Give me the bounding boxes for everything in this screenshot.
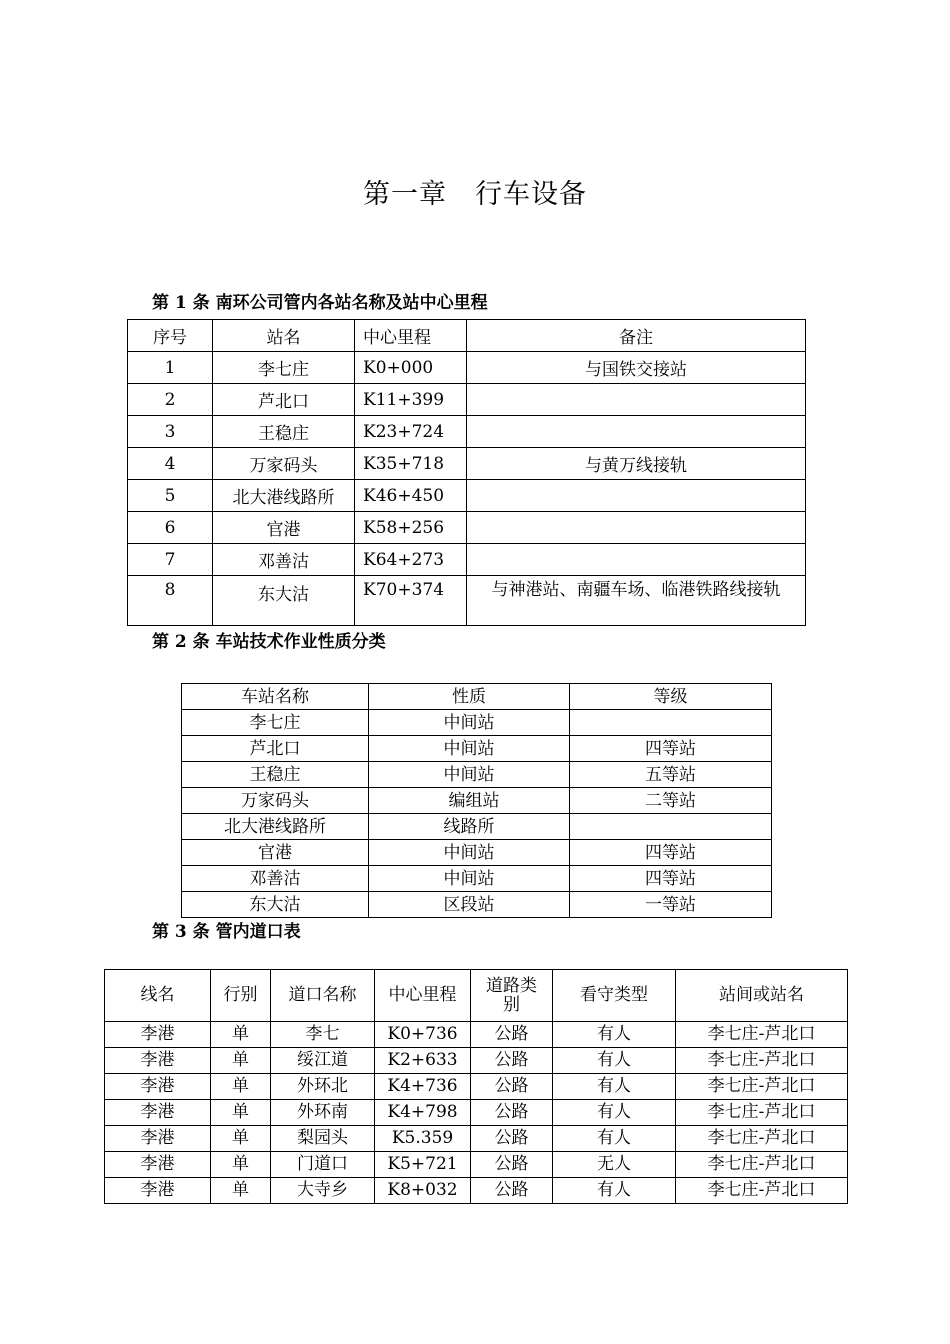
station-classification-table <box>181 683 772 918</box>
cell-grade: 二等站 <box>570 788 772 814</box>
cell-seq: 3 <box>128 416 213 448</box>
cell-crossing: 外环南 <box>271 1100 375 1126</box>
cell-nature: 编组站 <box>369 788 570 814</box>
table-row <box>182 840 772 866</box>
cell-nature: 线路所 <box>369 814 570 840</box>
cell-guard: 无人 <box>553 1152 676 1178</box>
chapter-title: 第一章 行车设备 <box>363 179 587 210</box>
cell-line: 李港 <box>105 1100 211 1126</box>
table-row <box>182 866 772 892</box>
table-row <box>182 814 772 840</box>
cell-road-type: 公路 <box>471 1100 553 1126</box>
cell-section: 李七庄-芦北口 <box>676 1178 848 1204</box>
cell-crossing: 梨园头 <box>271 1126 375 1152</box>
cell-station: 北大港线路所 <box>213 480 355 512</box>
table-row <box>105 1152 848 1178</box>
header-cell: 线名 <box>105 970 211 1022</box>
cell-nature: 区段站 <box>369 892 570 918</box>
cell-crossing: 李七 <box>271 1022 375 1048</box>
cell-line: 李港 <box>105 1048 211 1074</box>
cell-direction: 单 <box>211 1048 271 1074</box>
cell-section: 李七庄-芦北口 <box>676 1152 848 1178</box>
cell-mileage: K2+633 <box>375 1048 471 1074</box>
cell-mileage: K0+000 <box>355 352 467 384</box>
cell-guard: 有人 <box>553 1074 676 1100</box>
cell-line: 李港 <box>105 1074 211 1100</box>
cell-station: 东大沽 <box>213 576 355 626</box>
table-row <box>128 416 806 448</box>
cell-section: 李七庄-芦北口 <box>676 1074 848 1100</box>
cell-line: 李港 <box>105 1126 211 1152</box>
table-row <box>128 384 806 416</box>
header-cell: 备注 <box>467 320 806 352</box>
cell-line: 李港 <box>105 1178 211 1204</box>
cell-section: 李七庄-芦北口 <box>676 1048 848 1074</box>
cell-remark: 与神港站、南疆车场、临港铁路线接轨 <box>467 576 806 626</box>
table-row <box>128 480 806 512</box>
cell-road-type: 公路 <box>471 1152 553 1178</box>
table-row <box>182 710 772 736</box>
table-row <box>182 892 772 918</box>
cell-mileage: K35+718 <box>355 448 467 480</box>
cell-seq: 5 <box>128 480 213 512</box>
cell-remark: 与黄万线接轨 <box>467 448 806 480</box>
table-row <box>128 512 806 544</box>
cell-mileage: K4+736 <box>375 1074 471 1100</box>
header-cell: 中心里程 <box>355 320 467 352</box>
cell-road-type: 公路 <box>471 1178 553 1204</box>
cell-grade: 一等站 <box>570 892 772 918</box>
cell-section: 李七庄-芦北口 <box>676 1126 848 1152</box>
cell-grade <box>570 710 772 736</box>
cell-direction: 单 <box>211 1178 271 1204</box>
cell-road-type: 公路 <box>471 1126 553 1152</box>
cell-seq: 4 <box>128 448 213 480</box>
cell-mileage: K64+273 <box>355 544 467 576</box>
table-row <box>182 788 772 814</box>
table-row <box>128 576 806 626</box>
cell-remark <box>467 416 806 448</box>
cell-direction: 单 <box>211 1126 271 1152</box>
cell-station: 官港 <box>213 512 355 544</box>
header-cell: 性质 <box>369 684 570 710</box>
cell-guard: 有人 <box>553 1022 676 1048</box>
cell-mileage: K5+721 <box>375 1152 471 1178</box>
table-header-row <box>182 684 772 710</box>
header-cell: 车站名称 <box>182 684 369 710</box>
cell-station: 王稳庄 <box>182 762 369 788</box>
cell-section: 李七庄-芦北口 <box>676 1100 848 1126</box>
cell-station: 李七庄 <box>213 352 355 384</box>
cell-grade: 四等站 <box>570 736 772 762</box>
table-row <box>105 1178 848 1204</box>
table-row <box>182 762 772 788</box>
cell-grade: 四等站 <box>570 840 772 866</box>
cell-station: 王稳庄 <box>213 416 355 448</box>
table-row <box>105 1074 848 1100</box>
cell-seq: 1 <box>128 352 213 384</box>
cell-crossing: 外环北 <box>271 1074 375 1100</box>
cell-mileage: K8+032 <box>375 1178 471 1204</box>
cell-grade <box>570 814 772 840</box>
cell-road-type: 公路 <box>471 1048 553 1074</box>
cell-mileage: K46+450 <box>355 480 467 512</box>
cell-direction: 单 <box>211 1152 271 1178</box>
table-row <box>128 448 806 480</box>
cell-mileage: K70+374 <box>355 576 467 626</box>
cell-line: 李港 <box>105 1022 211 1048</box>
table-row <box>182 736 772 762</box>
cell-grade: 五等站 <box>570 762 772 788</box>
cell-mileage: K11+399 <box>355 384 467 416</box>
cell-mileage: K4+798 <box>375 1100 471 1126</box>
cell-crossing: 门道口 <box>271 1152 375 1178</box>
station-mileage-table <box>127 319 806 626</box>
table-row <box>105 1048 848 1074</box>
cell-station: 官港 <box>182 840 369 866</box>
cell-guard: 有人 <box>553 1048 676 1074</box>
header-cell: 行别 <box>211 970 271 1022</box>
cell-nature: 中间站 <box>369 866 570 892</box>
table-row <box>105 1126 848 1152</box>
table-row <box>105 1100 848 1126</box>
cell-guard: 有人 <box>553 1100 676 1126</box>
table-row <box>105 1022 848 1048</box>
cell-road-type: 公路 <box>471 1022 553 1048</box>
cell-nature: 中间站 <box>369 840 570 866</box>
cell-nature: 中间站 <box>369 736 570 762</box>
cell-station: 李七庄 <box>182 710 369 736</box>
level-crossing-table <box>104 969 848 1204</box>
cell-station: 北大港线路所 <box>182 814 369 840</box>
table-header-row <box>128 320 806 352</box>
cell-line: 李港 <box>105 1152 211 1178</box>
cell-remark <box>467 512 806 544</box>
header-cell: 中心里程 <box>375 970 471 1022</box>
cell-seq: 2 <box>128 384 213 416</box>
table-row <box>128 352 806 384</box>
cell-road-type: 公路 <box>471 1074 553 1100</box>
cell-station: 芦北口 <box>213 384 355 416</box>
header-cell: 站间或站名 <box>676 970 848 1022</box>
cell-remark <box>467 384 806 416</box>
cell-station: 邓善沽 <box>182 866 369 892</box>
cell-remark: 与国铁交接站 <box>467 352 806 384</box>
cell-crossing: 大寺乡 <box>271 1178 375 1204</box>
cell-seq: 6 <box>128 512 213 544</box>
section1-heading: 第 1 条 南环公司管内各站名称及站中心里程 <box>152 293 488 313</box>
cell-direction: 单 <box>211 1100 271 1126</box>
cell-seq: 8 <box>128 576 213 626</box>
header-cell: 等级 <box>570 684 772 710</box>
cell-station: 东大沽 <box>182 892 369 918</box>
cell-seq: 7 <box>128 544 213 576</box>
header-cell: 序号 <box>128 320 213 352</box>
cell-guard: 有人 <box>553 1178 676 1204</box>
cell-mileage: K5.359 <box>375 1126 471 1152</box>
cell-remark <box>467 480 806 512</box>
header-cell: 道口名称 <box>271 970 375 1022</box>
cell-mileage: K0+736 <box>375 1022 471 1048</box>
cell-remark <box>467 544 806 576</box>
cell-guard: 有人 <box>553 1126 676 1152</box>
cell-station: 万家码头 <box>213 448 355 480</box>
cell-station: 邓善沽 <box>213 544 355 576</box>
header-cell: 道路类别 <box>471 970 553 1022</box>
header-cell: 看守类型 <box>553 970 676 1022</box>
table-row <box>128 544 806 576</box>
cell-nature: 中间站 <box>369 762 570 788</box>
cell-grade: 四等站 <box>570 866 772 892</box>
cell-mileage: K23+724 <box>355 416 467 448</box>
cell-station: 芦北口 <box>182 736 369 762</box>
cell-direction: 单 <box>211 1074 271 1100</box>
cell-nature: 中间站 <box>369 710 570 736</box>
cell-section: 李七庄-芦北口 <box>676 1022 848 1048</box>
cell-direction: 单 <box>211 1022 271 1048</box>
section3-heading: 第 3 条 管内道口表 <box>152 922 301 942</box>
cell-mileage: K58+256 <box>355 512 467 544</box>
header-cell: 站名 <box>213 320 355 352</box>
section2-heading: 第 2 条 车站技术作业性质分类 <box>152 632 386 652</box>
cell-crossing: 绥江道 <box>271 1048 375 1074</box>
table-header-row <box>105 970 848 1022</box>
cell-station: 万家码头 <box>182 788 369 814</box>
